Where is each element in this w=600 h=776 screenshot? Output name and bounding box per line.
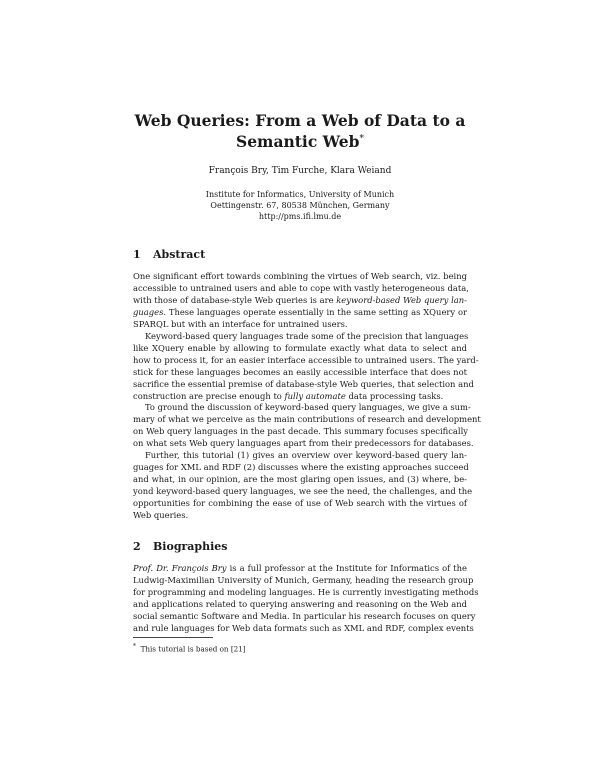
abstract-line: Keyword-based query languages trade some of the precision that languages: [145, 330, 469, 341]
footnote-mark: *: [133, 643, 136, 650]
abstract-line: sacrifice the essential premise of database-style Web queries, that selection and: [133, 378, 474, 389]
footnote: [133, 642, 246, 654]
section-heading-biographies: 2 Biographies: [133, 540, 228, 553]
abstract-line: on Web query languages in the past decade. This summary focuses specifically: [133, 426, 469, 437]
abstract-line: accessible to untrained users and able to cope with vastly heterogeneous data,: [133, 282, 469, 293]
abstract-line: mary of what we perceive as the main contributions of research and development: [133, 414, 481, 425]
affiliation-block: [0, 189, 600, 222]
author-list: François Bry, Tim Furche, Klara Weiand: [208, 166, 392, 176]
bio-line: and rule languages for Web data formats such as XML and RDF, complex events: [133, 622, 474, 633]
bio-line: Ludwig-Maximilian University of Munich, Germany, heading the research group: [133, 574, 474, 585]
title-footnote-mark: *: [359, 134, 364, 144]
footnote-divider: [133, 637, 213, 638]
affiliation-institute: Institute for Informatics, University of Munich: [205, 190, 395, 199]
abstract-line: Web queries.: [133, 510, 189, 521]
biographies-body: [133, 563, 479, 635]
bio-line: social semantic Software and Media. In particular his research focuses on query: [133, 610, 476, 621]
affiliation-url[interactable]: http://pms.ifi.lmu.de: [258, 212, 342, 221]
abstract-body: [133, 271, 481, 522]
footnote-text: This tutorial is based on [21]: [140, 644, 246, 654]
abstract-line: guages for XML and RDF (2) discusses where the existing approaches succeed: [133, 462, 469, 473]
abstract-line: yond keyword-based query languages, we see the need, the challenges, and the: [133, 486, 473, 497]
abstract-line: guages. These languages operate essentially in the same setting as XQuery or: [133, 306, 467, 317]
abstract-line: how to process it, for an easier interface accessible to untrained users. The yard-: [133, 354, 479, 365]
bio-line: Prof. Dr. François Bry is a full professor at the Institute for Informatics of the: [133, 563, 467, 573]
abstract-line: like XQuery enable by allowing to formulate exactly what data to select and: [133, 342, 467, 353]
abstract-line: SPARQL but with an interface for untrained users.: [133, 318, 348, 329]
abstract-line: opportunities for combining the ease of use of Web search with the virtues of: [133, 498, 467, 509]
abstract-line: To ground the discussion of keyword-based query languages, we give a sum-: [145, 402, 471, 413]
paper-title: Web Queries: From a Web of Data to a Semantic Web*: [134, 111, 466, 152]
abstract-line: and what, in our opinion, are the most glaring open issues, and (3) where, be-: [133, 474, 467, 485]
abstract-line: Further, this tutorial (1) gives an overview over keyword-based query lan-: [145, 450, 467, 461]
abstract-line: construction are precise enough to fully automate data processing tasks.: [133, 390, 444, 401]
affiliation-address: Oettingenstr. 67, 80538 München, Germany: [210, 201, 390, 210]
abstract-line: stick for these languages becomes an easily accessible interface that does not: [133, 366, 467, 377]
abstract-line: One significant effort towards combining the virtues of Web search, viz. being: [133, 271, 467, 281]
bio-line: and applications related to querying answering and reasoning on the Web and: [133, 598, 467, 609]
abstract-line: on what sets Web query languages apart from their predecessors for databases.: [133, 438, 474, 449]
bio-line: for programming and modeling languages. He is currently investigating methods: [133, 586, 479, 597]
section-heading-abstract: 1 Abstract: [133, 248, 206, 261]
abstract-line: with those of database-style Web queries is are keyword-based Web query lan-: [133, 294, 467, 305]
